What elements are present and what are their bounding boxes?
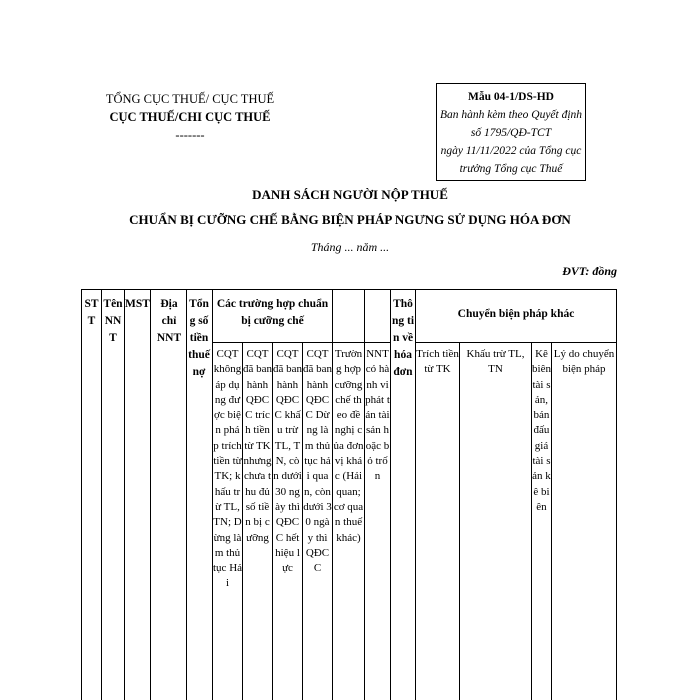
sub-cell-cqt-khong-ap-dung: CQT không áp dụng được biện pháp trích tiền từ TK; khấu trừ TL,TN; Dừng làm thủ tục Hải [213, 348, 242, 590]
header-group-cac-truong-hop: Các trường hợp chuẩn bị cưỡng chế [216, 298, 329, 327]
org-dashes: ------- [175, 128, 205, 142]
sub-cell-ly-do: Lý do chuyển biện pháp [553, 348, 615, 376]
org-line-1: TỔNG CỤC THUẾ/ CỤC THUẾ [105, 92, 275, 106]
group-divider-right [415, 342, 616, 343]
sub-cell-khau-tru: Khấu trừ TL, TN [466, 348, 525, 376]
table-top-border [81, 289, 616, 290]
sub-cell-cqt-ban-hanh-trich: CQT đã ban hành QĐCC trích tiền từ TK nhưng chưa thu đủ số tiền bị cưỡng [243, 348, 272, 544]
sub-cell-cqt-ban-hanh-khau-tru: CQT đã ban hành QĐCC khấu trừ TL, TN, còn dưới 30 ngày thì QĐCC hết hiệu lực [273, 348, 302, 575]
form-desc-1: Ban hành kèm theo Quyết định [439, 109, 583, 121]
header-cell-stt: STT [84, 298, 99, 327]
org-line-2: CỤC THUẾ/CHI CỤC THUẾ [109, 110, 271, 124]
form-desc-4: trưởng Tổng cục Thuế [459, 163, 563, 175]
unit-label: ĐVT: đồng [562, 264, 617, 278]
document-title-2: CHUẨN BỊ CƯỠNG CHẾ BẰNG BIỆN PHÁP NGƯNG SỬ DỤNG HÓA ĐƠN [129, 212, 571, 227]
header-cell-thong-tin-hoa-don: Thông tin về hóa đơn [391, 298, 415, 378]
header-group-chuyen-bien-phap: Chuyển biện pháp khác [457, 308, 575, 320]
col-border-3 [150, 289, 151, 700]
col-border-16 [616, 289, 617, 700]
col-border-2 [124, 289, 125, 700]
col-border-1 [101, 289, 102, 700]
form-desc-2: số 1795/QĐ-TCT [470, 127, 552, 139]
sub-cell-nnt-co-hanh-vi: NNT có hành vi phát tán tài sản hoặc bỏ trốn [365, 348, 390, 483]
sub-cell-trich-tien: Trích tiền từ TK [416, 348, 459, 376]
sub-cell-ke-bien: Kê biên tài sản, bán đấu giá tài sản kê biên [532, 348, 551, 513]
header-cell-dia-chi: Địa chỉ NNT [156, 298, 182, 344]
sub-cell-truong-hop-de-nghi: Trường hợp cưỡng chế theo đề nghị của đơn vị khác (Hải quan; cơ quan thuế khác) [333, 348, 364, 544]
col-border-15 [551, 342, 552, 700]
col-border-0 [81, 289, 82, 700]
header-cell-tong-so-tien: Tổng số tiền thuế nợ [188, 298, 210, 378]
form-desc-3: ngày 11/11/2022 của Tổng cục [440, 145, 582, 157]
header-cell-ten-nnt: Tên NNT [103, 298, 123, 344]
col-border-13 [459, 342, 460, 700]
header-cell-mst: MST [125, 298, 150, 310]
sub-cell-cqt-ban-hanh-dung: CQT đã ban hành QĐCC Dừng làm thủ tục hải quan, còn dưới 30 ngày thì QĐCC [303, 348, 332, 575]
document-title-1: DANH SÁCH NGƯỜI NỘP THUẾ [252, 187, 448, 202]
period-line: Tháng ... năm ... [310, 240, 390, 254]
form-code: Mẫu 04-1/DS-HD [468, 91, 554, 103]
